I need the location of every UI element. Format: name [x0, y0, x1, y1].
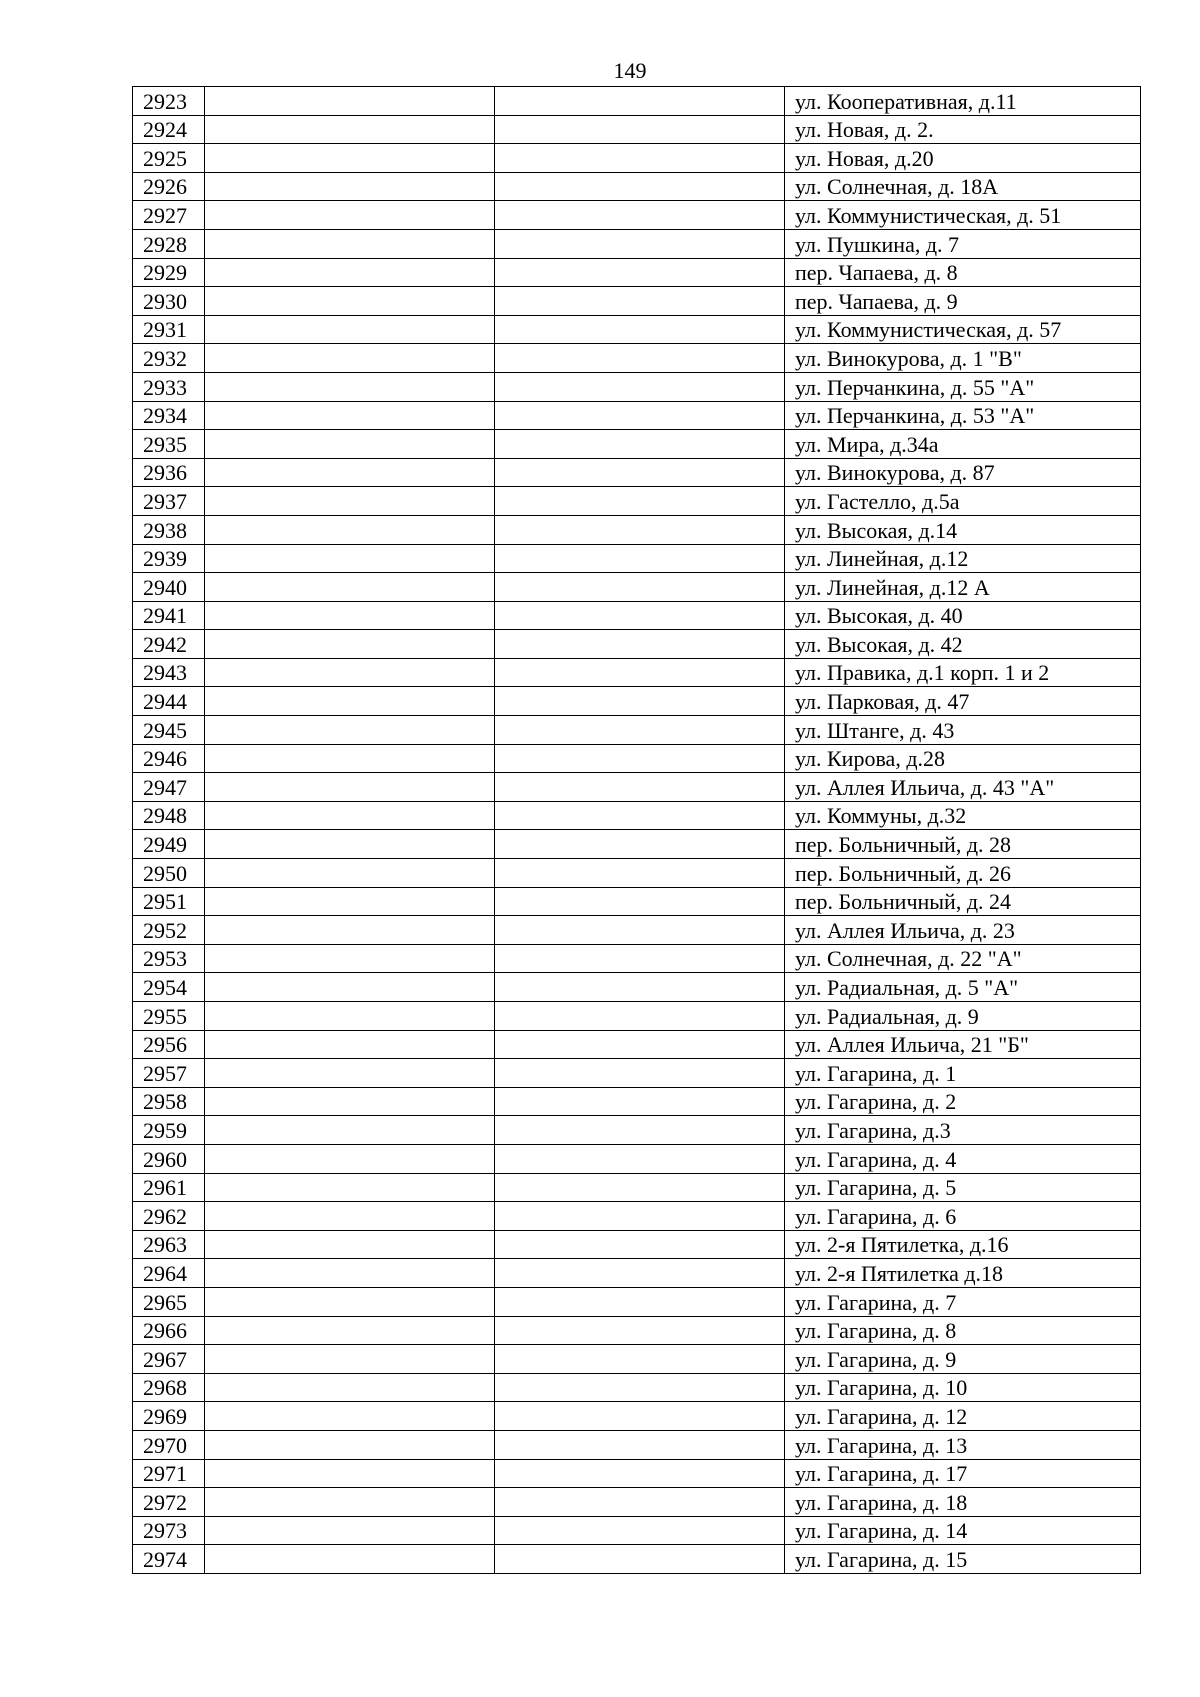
table-row [133, 258, 1141, 287]
address-cell: ул. Аллея Ильича, 21 "Б" [785, 1030, 1141, 1059]
empty-cell [205, 1202, 495, 1231]
address-cell: ул. Гагарина, д. 18 [785, 1488, 1141, 1517]
empty-cell [495, 144, 785, 173]
row-number: 2927 [133, 201, 205, 230]
address-cell: ул. Гагарина, д. 4 [785, 1144, 1141, 1173]
address-cell: ул. Гагарина, д. 5 [785, 1173, 1141, 1202]
address-cell: ул. Гагарина, д. 6 [785, 1202, 1141, 1231]
empty-cell [205, 1402, 495, 1431]
row-number: 2958 [133, 1087, 205, 1116]
empty-cell [205, 1459, 495, 1488]
table-row [133, 830, 1141, 859]
address-cell: ул. Кирова, д.28 [785, 744, 1141, 773]
table-row [133, 1116, 1141, 1145]
table-row [133, 1087, 1141, 1116]
address-cell: ул. Высокая, д. 42 [785, 630, 1141, 659]
empty-cell [205, 630, 495, 659]
empty-cell [495, 458, 785, 487]
address-table-body [133, 87, 1141, 1574]
table-row [133, 916, 1141, 945]
row-number: 2969 [133, 1402, 205, 1431]
row-number: 2952 [133, 916, 205, 945]
address-cell: ул. Винокурова, д. 87 [785, 458, 1141, 487]
row-number: 2941 [133, 601, 205, 630]
empty-cell [205, 287, 495, 316]
empty-cell [495, 744, 785, 773]
table-row [133, 1059, 1141, 1088]
empty-cell [495, 1430, 785, 1459]
row-number: 2973 [133, 1516, 205, 1545]
table-row [133, 544, 1141, 573]
table-row [133, 172, 1141, 201]
row-number: 2923 [133, 87, 205, 116]
address-cell: ул. Аллея Ильича, д. 23 [785, 916, 1141, 945]
empty-cell [495, 1545, 785, 1574]
table-row [133, 1144, 1141, 1173]
empty-cell [495, 487, 785, 516]
address-cell: ул. Новая, д.20 [785, 144, 1141, 173]
row-number: 2943 [133, 658, 205, 687]
empty-cell [205, 973, 495, 1002]
row-number: 2955 [133, 1002, 205, 1031]
empty-cell [205, 401, 495, 430]
empty-cell [495, 1459, 785, 1488]
address-cell: ул. Гастелло, д.5а [785, 487, 1141, 516]
row-number: 2925 [133, 144, 205, 173]
address-cell: ул. Перчанкина, д. 55 "А" [785, 372, 1141, 401]
row-number: 2946 [133, 744, 205, 773]
row-number: 2953 [133, 944, 205, 973]
table-row [133, 430, 1141, 459]
row-number: 2928 [133, 229, 205, 258]
empty-cell [495, 515, 785, 544]
table-row [133, 1202, 1141, 1231]
empty-cell [205, 487, 495, 516]
empty-cell [205, 458, 495, 487]
empty-cell [205, 658, 495, 687]
empty-cell [495, 401, 785, 430]
empty-cell [495, 830, 785, 859]
empty-cell [495, 687, 785, 716]
table-row [133, 887, 1141, 916]
table-row [133, 515, 1141, 544]
address-cell: ул. Гагарина, д.3 [785, 1116, 1141, 1145]
address-cell: пер. Больничный, д. 24 [785, 887, 1141, 916]
row-number: 2930 [133, 287, 205, 316]
table-row [133, 1402, 1141, 1431]
table-row [133, 401, 1141, 430]
row-number: 2939 [133, 544, 205, 573]
table-row [133, 1345, 1141, 1374]
empty-cell [495, 1287, 785, 1316]
table-row [133, 1373, 1141, 1402]
empty-cell [205, 830, 495, 859]
address-cell: пер. Чапаева, д. 8 [785, 258, 1141, 287]
row-number: 2936 [133, 458, 205, 487]
address-cell: ул. Линейная, д.12 А [785, 573, 1141, 602]
empty-cell [205, 430, 495, 459]
empty-cell [205, 916, 495, 945]
table-row [133, 773, 1141, 802]
empty-cell [205, 1287, 495, 1316]
empty-cell [495, 172, 785, 201]
table-row [133, 1002, 1141, 1031]
address-cell: пер. Больничный, д. 28 [785, 830, 1141, 859]
empty-cell [205, 1030, 495, 1059]
table-row [133, 229, 1141, 258]
row-number: 2940 [133, 573, 205, 602]
empty-cell [495, 115, 785, 144]
row-number: 2951 [133, 887, 205, 916]
empty-cell [205, 372, 495, 401]
empty-cell [205, 229, 495, 258]
row-number: 2935 [133, 430, 205, 459]
empty-cell [495, 573, 785, 602]
row-number: 2949 [133, 830, 205, 859]
table-row [133, 487, 1141, 516]
address-cell: ул. Солнечная, д. 18А [785, 172, 1141, 201]
empty-cell [205, 1545, 495, 1574]
row-number: 2945 [133, 716, 205, 745]
empty-cell [495, 773, 785, 802]
address-cell: ул. Солнечная, д. 22 "А" [785, 944, 1141, 973]
table-row [133, 744, 1141, 773]
address-cell: ул. Правика, д.1 корп. 1 и 2 [785, 658, 1141, 687]
address-cell: ул. 2-я Пятилетка, д.16 [785, 1230, 1141, 1259]
empty-cell [205, 601, 495, 630]
empty-cell [495, 315, 785, 344]
address-cell: ул. Гагарина, д. 12 [785, 1402, 1141, 1431]
page-number: 149 [613, 58, 647, 83]
empty-cell [495, 201, 785, 230]
empty-cell [495, 258, 785, 287]
table-row [133, 658, 1141, 687]
address-cell: ул. Мира, д.34а [785, 430, 1141, 459]
table-row [133, 716, 1141, 745]
empty-cell [205, 1116, 495, 1145]
table-row [133, 801, 1141, 830]
empty-cell [495, 1173, 785, 1202]
address-cell: ул. Высокая, д.14 [785, 515, 1141, 544]
table-row [133, 601, 1141, 630]
row-number: 2963 [133, 1230, 205, 1259]
row-number: 2938 [133, 515, 205, 544]
table-row [133, 1173, 1141, 1202]
address-cell: ул. Гагарина, д. 13 [785, 1430, 1141, 1459]
empty-cell [205, 172, 495, 201]
empty-cell [205, 1316, 495, 1345]
empty-cell [495, 87, 785, 116]
empty-cell [205, 1373, 495, 1402]
empty-cell [205, 315, 495, 344]
empty-cell [495, 601, 785, 630]
empty-cell [205, 1059, 495, 1088]
row-number: 2967 [133, 1345, 205, 1374]
empty-cell [205, 887, 495, 916]
row-number: 2959 [133, 1116, 205, 1145]
empty-cell [495, 1087, 785, 1116]
empty-cell [205, 1430, 495, 1459]
empty-cell [495, 859, 785, 888]
row-number: 2961 [133, 1173, 205, 1202]
empty-cell [495, 344, 785, 373]
table-row [133, 1545, 1141, 1574]
empty-cell [205, 1259, 495, 1288]
empty-cell [495, 1345, 785, 1374]
address-cell: ул. Гагарина, д. 2 [785, 1087, 1141, 1116]
empty-cell [495, 887, 785, 916]
empty-cell [205, 744, 495, 773]
row-number: 2957 [133, 1059, 205, 1088]
address-cell: ул. Высокая, д. 40 [785, 601, 1141, 630]
table-row [133, 1516, 1141, 1545]
row-number: 2966 [133, 1316, 205, 1345]
empty-cell [495, 1316, 785, 1345]
empty-cell [205, 773, 495, 802]
table-row [133, 1030, 1141, 1059]
address-cell: ул. Кооперативная, д.11 [785, 87, 1141, 116]
empty-cell [205, 544, 495, 573]
table-row [133, 1459, 1141, 1488]
empty-cell [495, 1030, 785, 1059]
empty-cell [205, 115, 495, 144]
row-number: 2965 [133, 1287, 205, 1316]
address-cell: пер. Чапаева, д. 9 [785, 287, 1141, 316]
empty-cell [495, 1373, 785, 1402]
table-row [133, 1287, 1141, 1316]
address-cell: ул. Линейная, д.12 [785, 544, 1141, 573]
table-row [133, 372, 1141, 401]
empty-cell [205, 1144, 495, 1173]
empty-cell [205, 344, 495, 373]
row-number: 2937 [133, 487, 205, 516]
address-cell: ул. Винокурова, д. 1 "В" [785, 344, 1141, 373]
empty-cell [205, 1087, 495, 1116]
empty-cell [495, 716, 785, 745]
row-number: 2950 [133, 859, 205, 888]
address-cell: ул. Гагарина, д. 17 [785, 1459, 1141, 1488]
empty-cell [205, 1002, 495, 1031]
table-row [133, 344, 1141, 373]
table-row [133, 944, 1141, 973]
address-cell: ул. Радиальная, д. 9 [785, 1002, 1141, 1031]
row-number: 2964 [133, 1259, 205, 1288]
empty-cell [495, 229, 785, 258]
row-number: 2924 [133, 115, 205, 144]
address-cell: ул. Гагарина, д. 7 [785, 1287, 1141, 1316]
row-number: 2954 [133, 973, 205, 1002]
row-number: 2926 [133, 172, 205, 201]
empty-cell [495, 630, 785, 659]
address-cell: ул. Гагарина, д. 15 [785, 1545, 1141, 1574]
empty-cell [205, 859, 495, 888]
row-number: 2972 [133, 1488, 205, 1517]
empty-cell [495, 658, 785, 687]
row-number: 2947 [133, 773, 205, 802]
empty-cell [205, 573, 495, 602]
empty-cell [205, 687, 495, 716]
row-number: 2944 [133, 687, 205, 716]
empty-cell [495, 1488, 785, 1517]
row-number: 2933 [133, 372, 205, 401]
row-number: 2956 [133, 1030, 205, 1059]
empty-cell [495, 1230, 785, 1259]
table-row [133, 115, 1141, 144]
table-row [133, 315, 1141, 344]
row-number: 2968 [133, 1373, 205, 1402]
table-row [133, 1259, 1141, 1288]
empty-cell [495, 1202, 785, 1231]
empty-cell [205, 1173, 495, 1202]
empty-cell [495, 1002, 785, 1031]
row-number: 2929 [133, 258, 205, 287]
table-row [133, 687, 1141, 716]
empty-cell [205, 801, 495, 830]
empty-cell [205, 1488, 495, 1517]
row-number: 2971 [133, 1459, 205, 1488]
table-row [133, 1316, 1141, 1345]
address-cell: ул. Гагарина, д. 8 [785, 1316, 1141, 1345]
empty-cell [495, 973, 785, 1002]
empty-cell [495, 916, 785, 945]
empty-cell [205, 716, 495, 745]
address-cell: ул. Гагарина, д. 10 [785, 1373, 1141, 1402]
empty-cell [495, 1259, 785, 1288]
address-cell: ул. 2-я Пятилетка д.18 [785, 1259, 1141, 1288]
table-row [133, 1430, 1141, 1459]
table-row [133, 973, 1141, 1002]
row-number: 2931 [133, 315, 205, 344]
address-cell: ул. Коммунистическая, д. 51 [785, 201, 1141, 230]
row-number: 2942 [133, 630, 205, 659]
table-row [133, 87, 1141, 116]
row-number: 2974 [133, 1545, 205, 1574]
address-cell: ул. Гагарина, д. 14 [785, 1516, 1141, 1545]
address-cell: ул. Штанге, д. 43 [785, 716, 1141, 745]
empty-cell [495, 287, 785, 316]
address-cell: ул. Коммуны, д.32 [785, 801, 1141, 830]
empty-cell [495, 1059, 785, 1088]
empty-cell [495, 944, 785, 973]
empty-cell [495, 1116, 785, 1145]
address-cell: пер. Больничный, д. 26 [785, 859, 1141, 888]
address-cell: ул. Перчанкина, д. 53 "А" [785, 401, 1141, 430]
table-row [133, 630, 1141, 659]
empty-cell [495, 1516, 785, 1545]
empty-cell [205, 144, 495, 173]
row-number: 2962 [133, 1202, 205, 1231]
empty-cell [205, 1345, 495, 1374]
address-cell: ул. Гагарина, д. 9 [785, 1345, 1141, 1374]
row-number: 2948 [133, 801, 205, 830]
empty-cell [495, 430, 785, 459]
empty-cell [495, 1144, 785, 1173]
address-cell: ул. Парковая, д. 47 [785, 687, 1141, 716]
address-cell: ул. Гагарина, д. 1 [785, 1059, 1141, 1088]
empty-cell [205, 944, 495, 973]
row-number: 2932 [133, 344, 205, 373]
row-number: 2970 [133, 1430, 205, 1459]
empty-cell [205, 87, 495, 116]
empty-cell [495, 372, 785, 401]
address-cell: ул. Новая, д. 2. [785, 115, 1141, 144]
table-row [133, 859, 1141, 888]
address-table [132, 86, 1141, 1574]
table-row [133, 201, 1141, 230]
address-cell: ул. Аллея Ильича, д. 43 "А" [785, 773, 1141, 802]
table-row [133, 144, 1141, 173]
empty-cell [205, 515, 495, 544]
empty-cell [495, 1402, 785, 1431]
table-row [133, 1230, 1141, 1259]
table-row [133, 458, 1141, 487]
address-cell: ул. Пушкина, д. 7 [785, 229, 1141, 258]
table-row [133, 573, 1141, 602]
address-cell: ул. Радиальная, д. 5 "А" [785, 973, 1141, 1002]
empty-cell [205, 258, 495, 287]
empty-cell [205, 1516, 495, 1545]
table-row [133, 1488, 1141, 1517]
empty-cell [495, 801, 785, 830]
empty-cell [205, 201, 495, 230]
row-number: 2960 [133, 1144, 205, 1173]
table-row [133, 287, 1141, 316]
address-cell: ул. Коммунистическая, д. 57 [785, 315, 1141, 344]
empty-cell [205, 1230, 495, 1259]
empty-cell [495, 544, 785, 573]
row-number: 2934 [133, 401, 205, 430]
